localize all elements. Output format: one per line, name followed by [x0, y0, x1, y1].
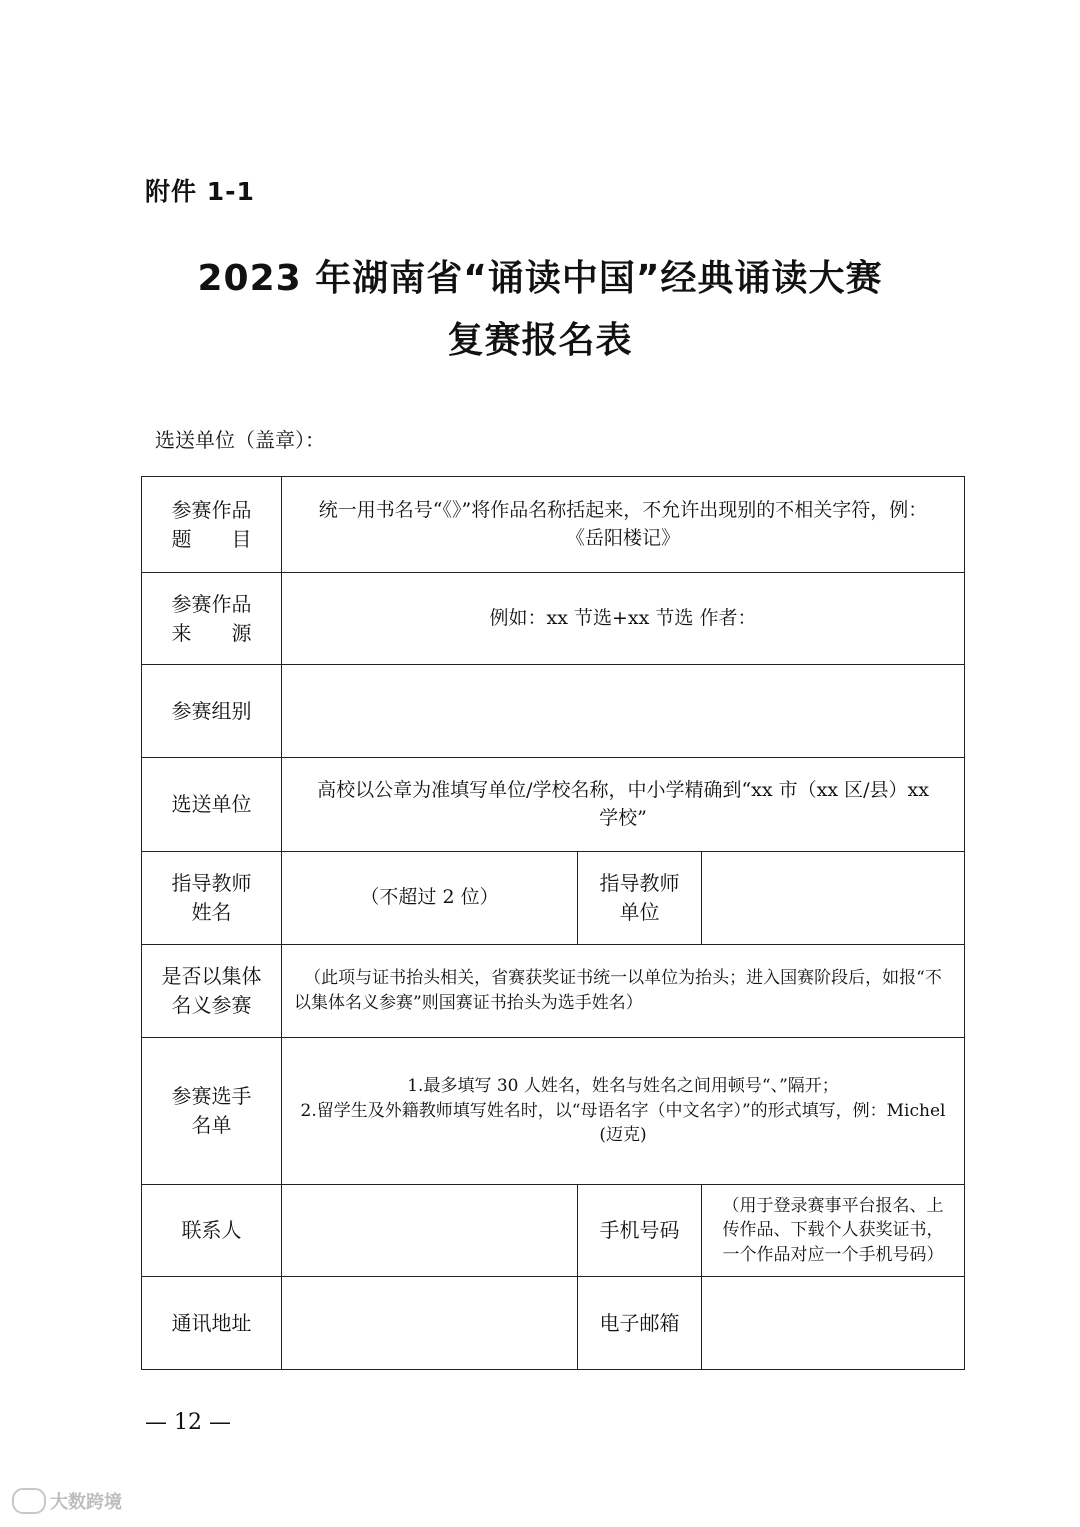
registration-form-table [141, 476, 965, 1370]
phone-note-3: 一个作品对应一个手机号码） [722, 1244, 944, 1265]
work-title-field[interactable] [282, 477, 965, 573]
work-source-label: 参赛作品 来 源 [142, 573, 282, 665]
work-source-example: 例如：xx 节选+xx 节选 作者： [489, 606, 757, 629]
row-work-title [142, 477, 965, 573]
watermark-text: 大数跨境 [50, 1492, 122, 1513]
row-teacher [142, 852, 965, 945]
row-collective [142, 945, 965, 1038]
row-sending-unit [142, 758, 965, 852]
phone-note-1: （用于登录赛事平台报名、上 [722, 1195, 944, 1216]
sending-unit-instruction: 高校以公章为准填写单位/学校名称，中小学精确到“xx 市（xx 区/县）xx [317, 778, 929, 801]
players-rule-1: 1.最多填写 30 人姓名，姓名与姓名之间用顿号“、”隔开； [407, 1076, 839, 1097]
phone-field[interactable] [702, 1185, 965, 1277]
work-title-example: 《岳阳楼记》 [566, 526, 681, 549]
teacher-unit-field[interactable] [702, 852, 965, 945]
row-contact [142, 1185, 965, 1277]
address-field[interactable] [282, 1277, 578, 1370]
teacher-name-label: 指导教师 姓名 [142, 852, 282, 945]
work-title-instruction: 统一用书名号“《》”将作品名称括起来，不允许出现别的不相关字符，例： [318, 498, 928, 521]
work-title-label: 参赛作品 题 目 [142, 477, 282, 573]
sending-unit-label: 选送单位 [142, 758, 282, 852]
teacher-name-field[interactable] [282, 852, 578, 945]
collective-note: （此项与证书抬头相关，省赛获奖证书统一以单位为抬头；进入国赛阶段后，如报“不 [304, 968, 942, 989]
players-rule-2: 2.留学生及外籍教师填写姓名时，以“母语名字（中文名字）”的形式填写，例：Michel [300, 1100, 946, 1121]
row-address [142, 1277, 965, 1370]
attachment-label: 附件 1-1 [145, 177, 255, 206]
players-field[interactable] [282, 1038, 965, 1185]
row-players [142, 1038, 965, 1185]
watermark [12, 1488, 122, 1514]
sending-unit-instruction-cont: 学校” [599, 806, 647, 829]
watermark-logo-icon [12, 1488, 46, 1514]
row-group [142, 665, 965, 758]
group-label: 参赛组别 [142, 665, 282, 758]
page-subtitle: 复赛报名表 [447, 320, 633, 361]
players-label: 参赛选手 名单 [142, 1038, 282, 1185]
collective-label: 是否以集体 名义参赛 [142, 945, 282, 1038]
phone-note-2: 传作品、下载个人获奖证书， [722, 1220, 944, 1241]
teacher-name-hint: （不超过 2 位） [360, 886, 499, 909]
email-field[interactable] [702, 1277, 965, 1370]
collective-field[interactable] [282, 945, 965, 1038]
work-source-field[interactable] [282, 573, 965, 665]
contact-field[interactable] [282, 1185, 578, 1277]
page-title: 2023 年湖南省“诵读中国”经典诵读大赛 [197, 258, 883, 299]
collective-note-cont: 以集体名义参赛”则国赛证书抬头为选手姓名） [294, 993, 643, 1013]
players-rule-2-cont: (迈克) [599, 1125, 647, 1146]
sending-unit-stamp-label: 选送单位（盖章）： [155, 428, 325, 452]
address-label: 通讯地址 [142, 1277, 282, 1370]
page-number: — 12 — [145, 1410, 231, 1435]
contact-label: 联系人 [142, 1185, 282, 1277]
row-work-source [142, 573, 965, 665]
teacher-unit-label: 指导教师 单位 [578, 852, 702, 945]
email-label: 电子邮箱 [578, 1277, 702, 1370]
sending-unit-field[interactable] [282, 758, 965, 852]
group-field[interactable] [282, 665, 965, 758]
phone-label: 手机号码 [578, 1185, 702, 1277]
